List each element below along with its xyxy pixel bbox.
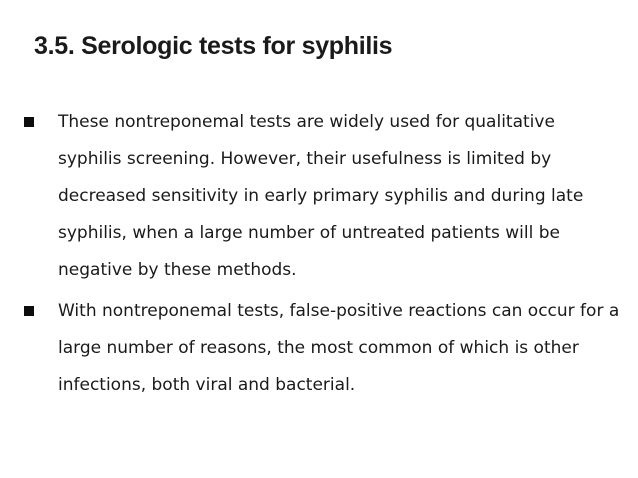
bullet-item: [22, 293, 622, 404]
slide-title: 3.5. Serologic tests for syphilis: [34, 32, 393, 60]
bullet-list: [22, 104, 622, 408]
square-bullet-icon: [24, 117, 34, 127]
bullet-item: [22, 104, 622, 289]
bullet-text: With nontreponemal tests, false-positive reactions can occur for a large number of reasons, the most common of which is other infections, both viral and bacterial.: [58, 301, 620, 395]
bullet-text: These nontreponemal tests are widely used for qualitative syphilis screening. However, their usefulness is limited by decreased sensitivity in early primary syphilis and during late syphilis, when a large number of untreated patients will be negative by these methods.: [58, 112, 584, 280]
square-bullet-icon: [24, 306, 34, 316]
